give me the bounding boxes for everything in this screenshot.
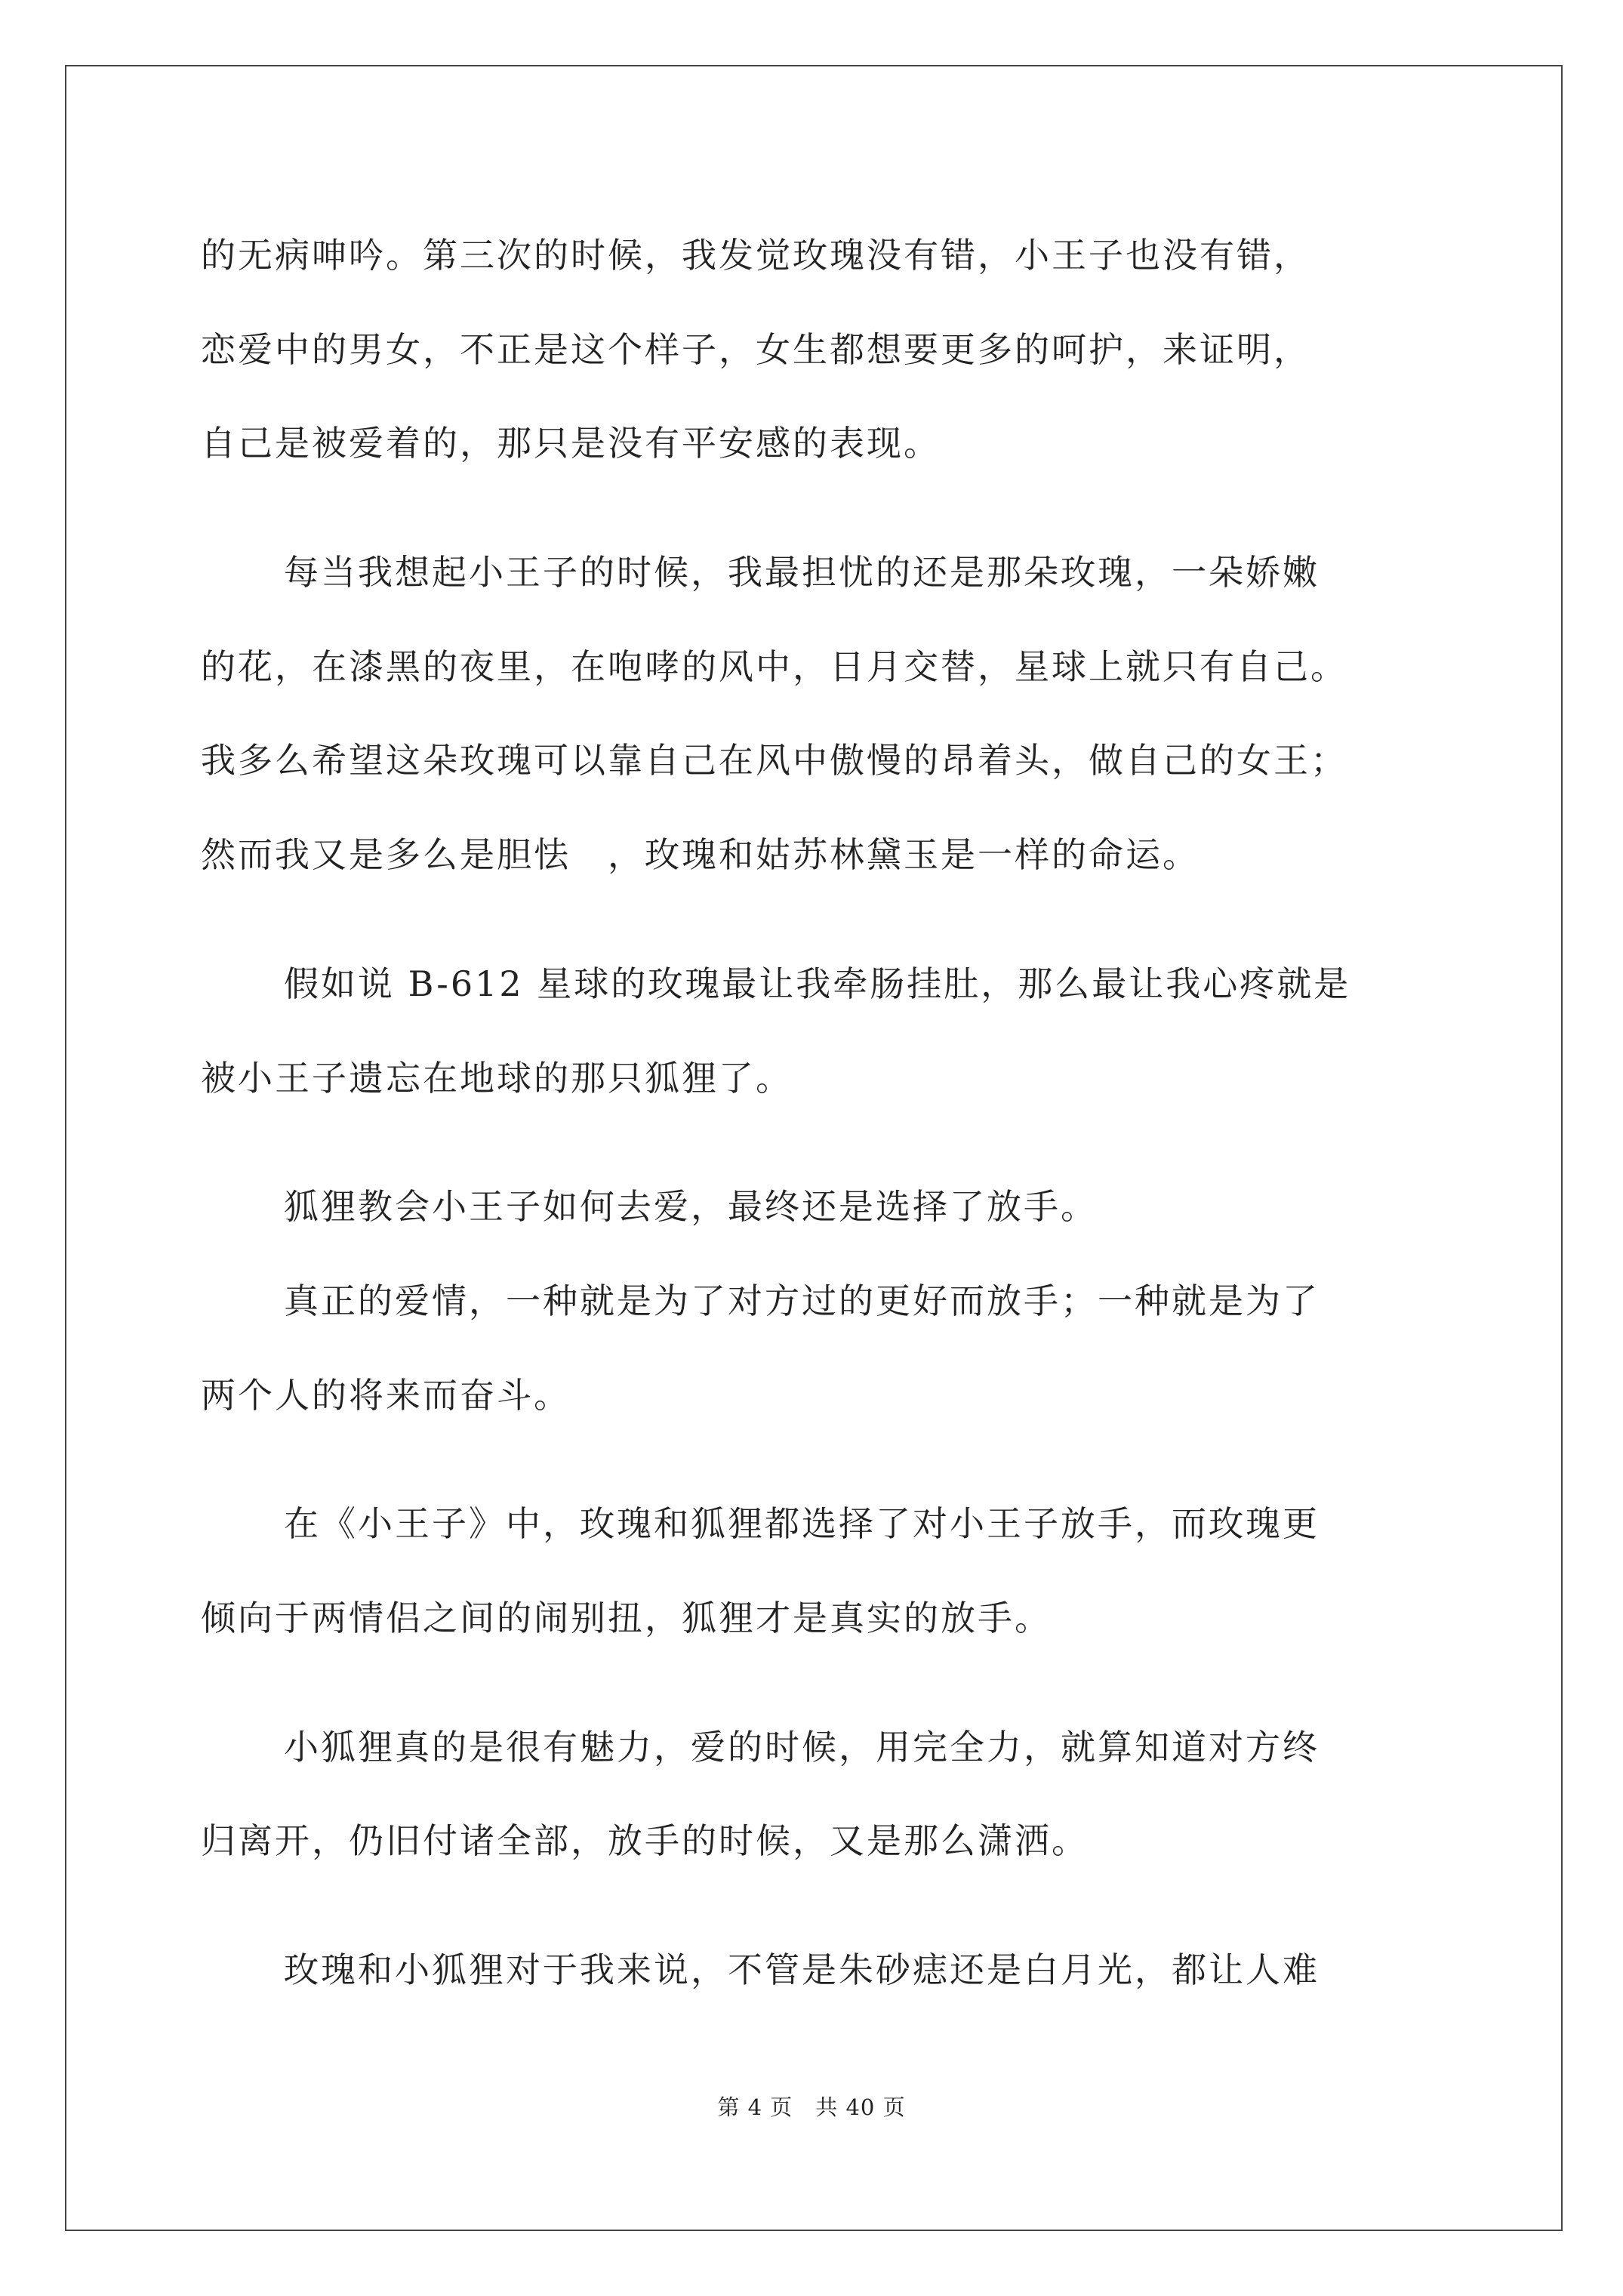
text-line: 然而我又是多么是胆怯 ，玫瑰和姑苏林黛玉是一样的命运。 [201, 834, 1200, 875]
text-line: 被小王子遗忘在地球的那只狐狸了。 [201, 1058, 793, 1099]
paragraph-start-line: 狐狸教会小王子如何去爱，最终还是选择了放手。 [284, 1186, 1098, 1227]
paragraph-start-line: 在《小王子》中，玫瑰和狐狸都选择了对小王子放手，而玫瑰更 [284, 1503, 1320, 1544]
text-line: 倾向于两情侣之间的闹别扭，狐狸才是真实的放手。 [201, 1598, 1052, 1638]
paragraph-start-line: 真正的爱情，一种就是为了对方过的更好而放手；一种就是为了 [284, 1281, 1320, 1321]
text-line: 自己是被爱着的，那只是没有平安感的表现。 [201, 423, 941, 464]
text-line: 我多么希望这朵玫瑰可以靠自己在风中傲慢的昂着头，做自己的女王； [201, 740, 1347, 781]
page-number-footer: 第 4 页 共 40 页 [717, 2094, 906, 2120]
paragraph-start-line: 每当我想起小王子的时候，我最担忧的还是那朵玫瑰，一朵娇嫩 [284, 552, 1320, 593]
paragraph-start-line: 玫瑰和小狐狸对于我来说，不管是朱砂痣还是白月光，都让人难 [284, 1949, 1320, 1990]
text-line: 恋爱中的男女，不正是这个样子，女生都想要更多的呵护，来证明， [201, 329, 1310, 370]
text-line: 两个人的将来而奋斗。 [201, 1375, 571, 1416]
text-line: 的无病呻吟。第三次的时候，我发觉玫瑰没有错，小王子也没有错， [201, 235, 1310, 276]
text-line: 的花，在漆黑的夜里，在咆哮的风中，日月交替，星球上就只有自己。 [201, 646, 1347, 687]
text-line: 归离开，仍旧付诸全部，放手的时候，又是那么潇洒。 [201, 1820, 1089, 1861]
page-border [65, 65, 1563, 2231]
paragraph-start-line: 假如说 B-612 星球的玫瑰最让我牵肠挂肚，那么最让我心疼就是 [284, 963, 1351, 1004]
paragraph-start-line: 小狐狸真的是很有魅力，爱的时候，用完全力，就算知道对方终 [284, 1727, 1320, 1767]
